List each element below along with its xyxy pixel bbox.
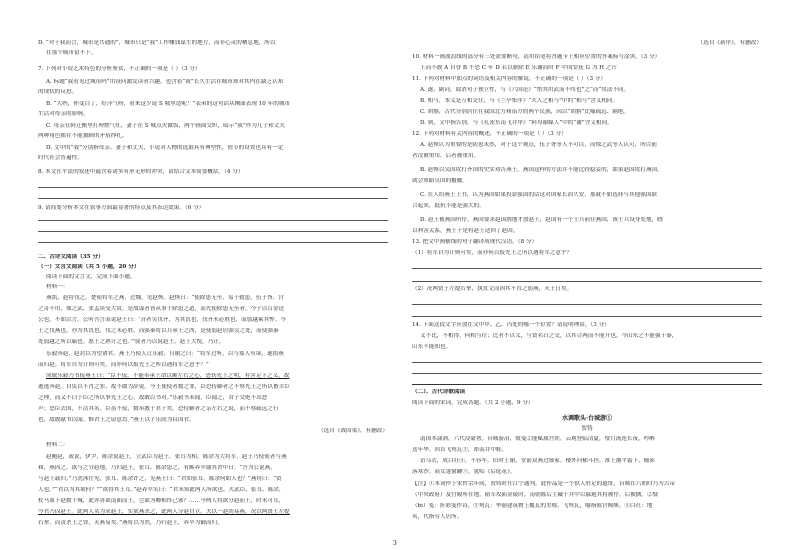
material-2-line: 赵鲍赵，或说，伊尹，陈余说赵王，立武臣为赵王。张耳为相，陈余为大将军，赵王乃使使者与燕 [46,454,287,460]
poem-author: 贺铸 [581,426,593,432]
material-1-line: 乐毅奔赵，赵封以为望诸君。燕王乃使人让乐毅，且谢之曰：“将军过听，以与寡人有郤，遂捐燕 [46,351,284,357]
section-2-heading: 二、古诗文阅读（35 分） [38,254,104,260]
material-2-underlined-line: 今君乃囚赵王。此两人名为求赵王，实欲燕杀之，此两人分赵自立。夫以一赵尚易燕，况以两贤王左提 [38,509,290,515]
material-1-line: 燕凯，赵将伐之。楚使将军之燕，过魏，见赵恢。赵恢曰：“使除患无至，易于救患。伍子胥、宫 [46,295,284,301]
poem-line: 访乌衣，成白社④，不容车。旧时王谢，堂前双燕过谁家。楼外河横斗挂，淮上潮平霜下，樯影 [420,458,655,464]
q13-sentence-1: （1）将军自为计则可矣，而亦何以报先王之所以遇将军之意乎？ [412,250,573,256]
q12-option-b-line1: B. 赵恢以吴国攻打齐国的史实劝告燕王，燕国这样的方法并不能比较稳妥的，如果赵国攻打燕国， [420,167,663,173]
q10-options: 王而不敢 A 自替 B 不恐 C 年 D 若以驱除 E 乐谢而时 F 中国安抚 G 为 H 之计 [420,65,617,71]
poem-line: 落寒沙。商女篷窗罅⑤，犹唱《后庭花》。 [412,469,516,475]
q7-option-c-line2: 两种角色都在不能兼顾的矛盾挣扎。 [38,133,128,139]
material-2-line: 右挈，而责杀王之罪，灭燕易矣。”燕将以为然，乃归赵王，养卒为御而归。 [38,520,223,526]
q14-text-line1: 义不比，不相得，何相与往；比者不以义，与贤名曰之交，以其合两而不能开也。今山东之不能强于秦， [420,333,678,339]
q11-stem: 11. 下列对材料中加点的词语及相关内容的解说，不正确的一项是（ ）（3 分） [412,76,606,82]
q12-option-c-line1: C. 在人给燕王上书，认为燕国如果投靠强国的话这对国家长治久安，那就不如选择与其他强国联 [420,192,657,198]
q6-option-d-line1: D. “对于我而言，城市是共通的”，城市只是“我”工作赚钱谋生的地方，而非心灵的栖息地，所以 [38,40,276,46]
answer-line [38,231,388,232]
q11-option-b: B. 相与，本义是互相交往，与《兰亭集序》“夫人之相与”中的“相与”含义相同。 [420,98,619,104]
q11-option-d: D. 则，文中指告别，与《孔雀东南飞并序》“阿母谢媒人”中的“谢”含义相同。 [420,120,613,126]
poem-line: 南国本潇洒，六代浸豪奢。台城游冶，襞笺②能赋属宫娃。云观登临清夏，璧月流连长夜，吟醉 [420,436,655,442]
q14-text-line2: 山东不能知也。 [412,344,452,350]
q12-option-b-line2: 就会重蹈吴国的覆辙。 [412,178,468,184]
answer-line [38,220,388,221]
q13-sentence-2: （2）况两贤王左提右挈，执直文而因其不直之弱燕，灭王日矣。 [412,286,573,292]
q13-stem: 13. 把文中画横线的句子翻译成现代汉语。（8 分） [412,239,538,245]
poem-note-line: 名，代指穷人居所。 [412,514,463,520]
section-3-intro: 阅读下面的宋词，完成各题。（共 2 小题，9 分） [412,400,534,406]
material-1-line: 遁逃奔赵。自负以不肖之罪，故不敢为辞说。今王使使者数之罪，臣恐侍御者之不察先王之所以畜幸臣 [38,384,290,390]
answer-line [412,362,762,363]
q11-option-a: A. 遂，副词，取消句子独立性，与《六国论》“惜其用武而不终也”之“而”用法不同。 [420,87,630,93]
poem-note-line: 【注】①本词作于宋哲宗年间，贺铸时任江宁通判。此作品是一个供人驻足的遗址，台城在六朝时乃为古帝 [412,481,675,487]
q7-option-d-line2: 时代社会普遍性。 [38,155,83,161]
poem-title: 水调歌头·台城游① [561,415,613,422]
answer-line [38,187,388,188]
material-1-source: （选自《战国策》，有删改） [318,428,388,434]
answer-line [412,373,762,374]
q12-option-a-line1: A. 赵恢认为重要的是防患未然，对于这个观点，伍子胥等人不可以，而烛之武等人认可，所以前 [420,142,657,148]
poem-line: 送年华。回首飞鸳瓦③，却羡井中蛙。 [412,447,508,453]
q14-stem: 14. 下面这段文字应放在文中甲、乙、丙处的哪一个位置？请说明理由。（3 分） [412,322,610,328]
section-divider [412,384,762,385]
answer-line [38,198,388,199]
answer-line [412,268,762,269]
q12-stem: 12. 下列对材料有关内容的概述，不正确的一项是（ ）（3 分） [412,131,567,137]
material-1-label: 材料一： [46,284,69,290]
q10-stem: 10. 材料一画波浪线的部分有三处需要断句，请用铅笔将答题卡上相应位置的答案标号涂黑。（3 分） [412,54,661,60]
q12-option-d-line2: 以利害关系，燕王于是将赵王送回了赵国。 [412,228,519,234]
q7-option-b-line2: 生活对母亲的影响。 [38,111,89,117]
material-2-line: 杖马箠下赵数十城，此亦各欲南面而王，岂欲为卿相终己邪？……今两人将欲分赵而王，时未可耳， [38,498,285,504]
answer-line [38,242,388,243]
section-3-heading: （二）、古代诗歌阅读 [412,389,466,395]
material-1-line: 王之伐燕也，亦为其饥也，伐之未必胜，而强秦将以兵承王之西，是使弱赵居强吴之处，而使强秦 [38,328,279,334]
q7-stem: 7. 下列对小说艺术特色的分析鉴赏，不正确的一项是（ ）（3 分） [38,66,201,72]
material-2-line: 人也。”“君以为其欲何？”“欲得其王耳。”赵养卒笑曰：“君未知此两人所欲也。夫武臣、张耳、陈余， [38,487,285,493]
material-2-source: （选自《新序》，有删改） [697,40,762,46]
q9-stem: 9. 请简要分析本文在叙事方面最显著的特点及其表达效果。（6 分） [38,205,205,211]
q6-option-d-line2: 在那个城市留不下。 [46,50,97,56]
q12-option-c-line2: 合起来，抵抗不能是强大的。 [412,203,485,209]
material-1-underlined-line: 成敏乐毅乃书报燕王曰：“臣不佞，不能奉承王命以顺左右之心，恐伤先王之明，有害足下之义，故 [46,373,290,379]
q12-option-a-line2: 者没被重用，后者被重用。 [412,153,480,159]
material-2-line: 与赵王载归。”乃洗沐往见，张耳、陈余许之，见燕王曰：“君知张耳，陈余何如人也？”燕将曰：“贤 [38,476,282,482]
material-1-line: 处弱越之所以霸也。愿王之熟计之也。’”使者乃以说赵王，赵王大悦，乃止。 [38,339,225,345]
section-2-1-heading: （一）文言文阅读（共 5 小题，20 分） [38,264,140,270]
answer-line [412,281,762,282]
material-2-line: 和，燕因之，欲与之分赵地。乃归赵王，张耳、陈余患之，有厮养卒谢其舍中曰：“吾为公说燕， [38,465,276,471]
q7-option-d-line1: D. 文中的“我”分别指母亲、妻子和丈夫，小说对人物的选取具有典型性，情节的设置也具有一定 [46,145,284,151]
q7-option-a-line1: A. 标题“我看见过城市吗”用设问激发读者兴趣，也含着“我”长久生活在城市却对其内在缺乏认知 [46,79,284,85]
poem-note-line: （bì）笺：折彩笺作诗。③鸳瓦：华丽建筑物上覆瓦的美称。飞鸳瓦，喻指陈宫倾颓。④白社：地 [412,503,653,509]
material-1-line: 之理，而又不白于臣之所以事先王之心，故敢以书对。”乐毅书未闻，臣闻之，君子交绝不出恶 [38,395,268,401]
material-1-line: 之奇不用，烛之武、张孟谈受大赏。是故谋者皆从事于除患之道，而先使除患无至者。今子以百金送 [38,306,285,312]
answer-line [412,304,762,305]
reading-instruction: 阅读下面的文言文，完成下面小题。 [46,274,136,280]
material-1-line: 声；忠臣去国，不洁其名。臣虽不佞，数奉教于君子矣。恐侍御者之亲左右之说，而不察疏远之行 [38,406,279,412]
q8-stem: 8. 本文在平淡的叙述中蕴含着诸多有形无形的冲突，请结合文本简要概括。（4 分） [38,169,244,175]
material-1-line: 而归赵。将军自为计则可矣，而亦何以报先王之所以遇将军之意乎？” [38,362,209,368]
material-1-line: 公也，不如以言。公听吾言而说赵王曰：‘昔者吴伐齐，为其饥也，伐齐未必胜也，而弱越乘其弊。今 [38,317,286,323]
q11-option-c: C. 胡貉，古代分别居住在我国北方和南方的两个民族，因以“胡貉”比喻疏远、隔绝。 [420,109,630,115]
q7-option-b-line1: B. “大妈，你变白了，好洋气呀，看来这少说 S 城里造呢！”表弟的这句话从侧面表现 10 年的城市 [46,101,291,107]
q7-option-a-line2: 的现状的反思。 [38,89,78,95]
page-number: 3 [393,540,397,547]
q12-option-d-line1: D. 赵王被燕国所俘，燕国要求赵国割地才放赵王，赵国有一个士兵前往燕国，该士兵设身处地，晓 [420,217,663,223]
q7-option-c-line1: C. 母亲在阿迁搬里打理燃气灶，妻子在 S 城点火做饭，两个画面交织，暗示“我”作为儿子和丈夫 [46,123,285,129]
material-1-line: 也，故敢献书以闻。惟君王之留意焉。”燕王以子乐间为昌国君。 [38,417,195,423]
answer-line [412,316,762,317]
material-2-label: 材料二： [46,442,69,448]
poem-note-line: （中央政府）及宫殿所在地。隋军攻陷金陵时，南朝陈后主藏于井中以躲避其将被俘，后被擒。②襞 [412,492,659,498]
